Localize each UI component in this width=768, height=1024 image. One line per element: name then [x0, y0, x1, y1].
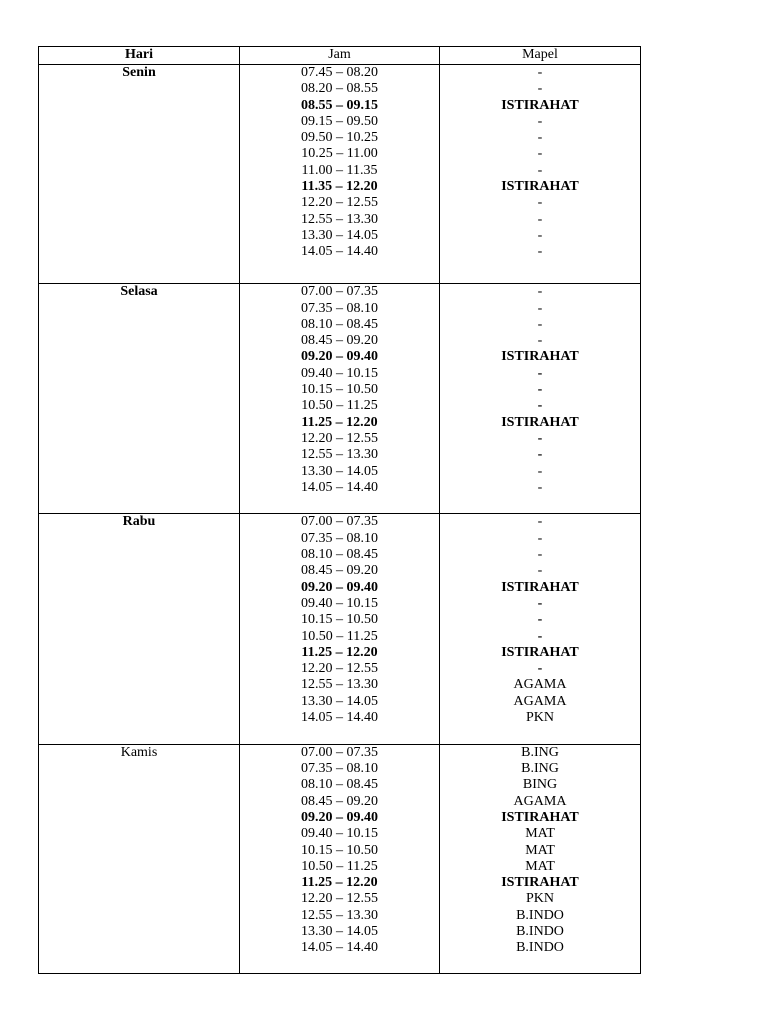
jam-slot: 08.20 – 08.55	[301, 81, 378, 97]
mapel-slot: -	[537, 244, 543, 260]
jam-slot: 07.00 – 07.35	[301, 514, 378, 530]
header-jam: Jam	[240, 47, 440, 65]
jam-slot: 08.10 – 08.45	[301, 547, 378, 563]
mapel-cell	[440, 65, 641, 284]
mapel-slot: MAT	[525, 826, 555, 842]
schedule-sheet	[38, 46, 640, 974]
mapel-slot: -	[537, 463, 543, 479]
mapel-slot: -	[537, 479, 543, 495]
jam-slot: 10.15 – 10.50	[301, 612, 378, 628]
mapel-slot: ISTIRAHAT	[501, 179, 579, 195]
mapel-slot: B.INDO	[516, 940, 564, 956]
jam-slot: 10.15 – 10.50	[301, 382, 378, 398]
mapel-slot: -	[537, 300, 543, 316]
mapel-slot: -	[537, 398, 543, 414]
mapel-slot: -	[537, 162, 543, 178]
jam-slot: 10.50 – 11.25	[301, 628, 378, 644]
mapel-slot: -	[537, 612, 543, 628]
mapel-slot: -	[537, 81, 543, 97]
jam-slot: 09.20 – 09.40	[301, 809, 378, 825]
jam-slot: 07.35 – 08.10	[301, 300, 378, 316]
schedule-table	[38, 46, 641, 974]
jam-slot: 12.20 – 12.55	[301, 891, 378, 907]
mapel-slot: AGAMA	[513, 677, 567, 693]
mapel-slot: B.ING	[521, 761, 559, 777]
jam-slot: 11.25 – 12.20	[301, 875, 378, 891]
jam-slot: 08.10 – 08.45	[301, 316, 378, 332]
jam-cell	[240, 65, 440, 284]
mapel-slot: ISTIRAHAT	[501, 809, 579, 825]
mapel-slot: ISTIRAHAT	[501, 349, 579, 365]
jam-slot: 09.40 – 10.15	[301, 826, 378, 842]
day-row-rabu	[39, 514, 641, 744]
jam-slot: 11.35 – 12.20	[301, 179, 378, 195]
mapel-slot: AGAMA	[513, 693, 567, 709]
day-cell	[39, 744, 240, 973]
jam-slot: 09.15 – 09.50	[301, 113, 378, 129]
jam-slot: 09.20 – 09.40	[301, 349, 378, 365]
mapel-slot: -	[537, 284, 543, 300]
jam-slot: 12.20 – 12.55	[301, 195, 378, 211]
jam-slot: 07.45 – 08.20	[301, 65, 378, 80]
mapel-cell	[440, 284, 641, 514]
header-hari: Hari	[39, 47, 240, 65]
jam-slot: 12.55 – 13.30	[301, 447, 378, 463]
jam-slot: 14.05 – 14.40	[301, 710, 378, 726]
jam-slot: 09.50 – 10.25	[301, 130, 378, 146]
jam-slot: 10.50 – 11.25	[301, 398, 378, 414]
day-row-kamis	[39, 744, 641, 973]
header-row	[39, 47, 641, 65]
jam-slot: 07.35 – 08.10	[301, 761, 378, 777]
mapel-slot: -	[537, 430, 543, 446]
jam-slot: 08.10 – 08.45	[301, 777, 378, 793]
mapel-slot: ISTIRAHAT	[501, 875, 579, 891]
jam-slot: 10.25 – 11.00	[301, 146, 378, 162]
mapel-slot: -	[537, 65, 543, 80]
mapel-slot: PKN	[525, 891, 554, 907]
jam-slot: 11.00 – 11.35	[301, 162, 378, 178]
jam-slot: 12.55 – 13.30	[301, 907, 378, 923]
jam-slot: 11.25 – 12.20	[301, 644, 378, 660]
jam-slot: 13.30 – 14.05	[301, 227, 378, 243]
mapel-slot: ISTIRAHAT	[501, 97, 579, 113]
jam-cell	[240, 744, 440, 973]
mapel-slot: -	[537, 333, 543, 349]
mapel-cell	[440, 514, 641, 744]
mapel-slot: -	[537, 113, 543, 129]
jam-slot: 09.20 – 09.40	[301, 579, 378, 595]
header-mapel: Mapel	[440, 47, 641, 65]
jam-slot: 07.00 – 07.35	[301, 744, 378, 760]
mapel-slot: -	[537, 130, 543, 146]
mapel-slot: ISTIRAHAT	[501, 644, 579, 660]
jam-slot: 12.20 – 12.55	[301, 430, 378, 446]
jam-slot: 12.20 – 12.55	[301, 661, 378, 677]
mapel-slot: -	[537, 661, 543, 677]
mapel-slot: -	[537, 365, 543, 381]
mapel-slot: -	[537, 211, 543, 227]
jam-slot: 13.30 – 14.05	[301, 693, 378, 709]
mapel-slot: -	[537, 382, 543, 398]
jam-slot: 07.35 – 08.10	[301, 530, 378, 546]
jam-slot: 08.45 – 09.20	[301, 563, 378, 579]
day-cell	[39, 284, 240, 514]
jam-slot: 07.00 – 07.35	[301, 284, 378, 300]
day-name: Selasa	[120, 284, 158, 300]
mapel-slot: -	[537, 195, 543, 211]
mapel-slot: BING	[522, 777, 558, 793]
mapel-slot: -	[537, 227, 543, 243]
day-row-senin	[39, 65, 641, 284]
schedule-body	[39, 65, 641, 974]
mapel-slot: B.ING	[521, 744, 559, 760]
jam-slot: 10.15 – 10.50	[301, 842, 378, 858]
mapel-slot: MAT	[525, 842, 555, 858]
jam-cell	[240, 514, 440, 744]
mapel-slot: -	[537, 316, 543, 332]
jam-slot: 08.55 – 09.15	[301, 97, 378, 113]
mapel-slot: AGAMA	[513, 793, 567, 809]
mapel-slot: ISTIRAHAT	[501, 414, 579, 430]
mapel-slot: -	[537, 146, 543, 162]
day-name: Rabu	[122, 514, 156, 530]
jam-slot: 11.25 – 12.20	[301, 414, 378, 430]
mapel-slot: B.INDO	[516, 924, 564, 939]
mapel-slot: B.INDO	[516, 907, 564, 923]
mapel-slot: -	[537, 530, 543, 546]
day-row-selasa	[39, 284, 641, 514]
jam-slot: 13.30 – 14.05	[301, 463, 378, 479]
jam-slot: 14.05 – 14.40	[301, 244, 378, 260]
mapel-slot: MAT	[525, 858, 555, 874]
day-cell	[39, 65, 240, 284]
jam-slot: 10.50 – 11.25	[301, 858, 378, 874]
jam-slot: 14.05 – 14.40	[301, 479, 378, 495]
jam-slot: 08.45 – 09.20	[301, 793, 378, 809]
mapel-cell	[440, 744, 641, 973]
jam-slot: 14.05 – 14.40	[301, 940, 378, 956]
mapel-slot: -	[537, 628, 543, 644]
jam-cell	[240, 284, 440, 514]
mapel-slot: -	[537, 595, 543, 611]
day-name: Kamis	[120, 744, 158, 760]
mapel-slot: ISTIRAHAT	[501, 579, 579, 595]
jam-slot: 12.55 – 13.30	[301, 211, 378, 227]
mapel-slot: -	[537, 563, 543, 579]
day-cell	[39, 514, 240, 744]
jam-slot: 09.40 – 10.15	[301, 595, 378, 611]
jam-slot: 12.55 – 13.30	[301, 677, 378, 693]
jam-slot: 08.45 – 09.20	[301, 333, 378, 349]
jam-slot: 09.40 – 10.15	[301, 365, 378, 381]
mapel-slot: -	[537, 547, 543, 563]
mapel-slot: -	[537, 447, 543, 463]
mapel-slot: PKN	[525, 710, 554, 726]
mapel-slot: -	[537, 514, 543, 530]
day-name: Senin	[122, 65, 156, 80]
jam-slot: 13.30 – 14.05	[301, 924, 378, 939]
